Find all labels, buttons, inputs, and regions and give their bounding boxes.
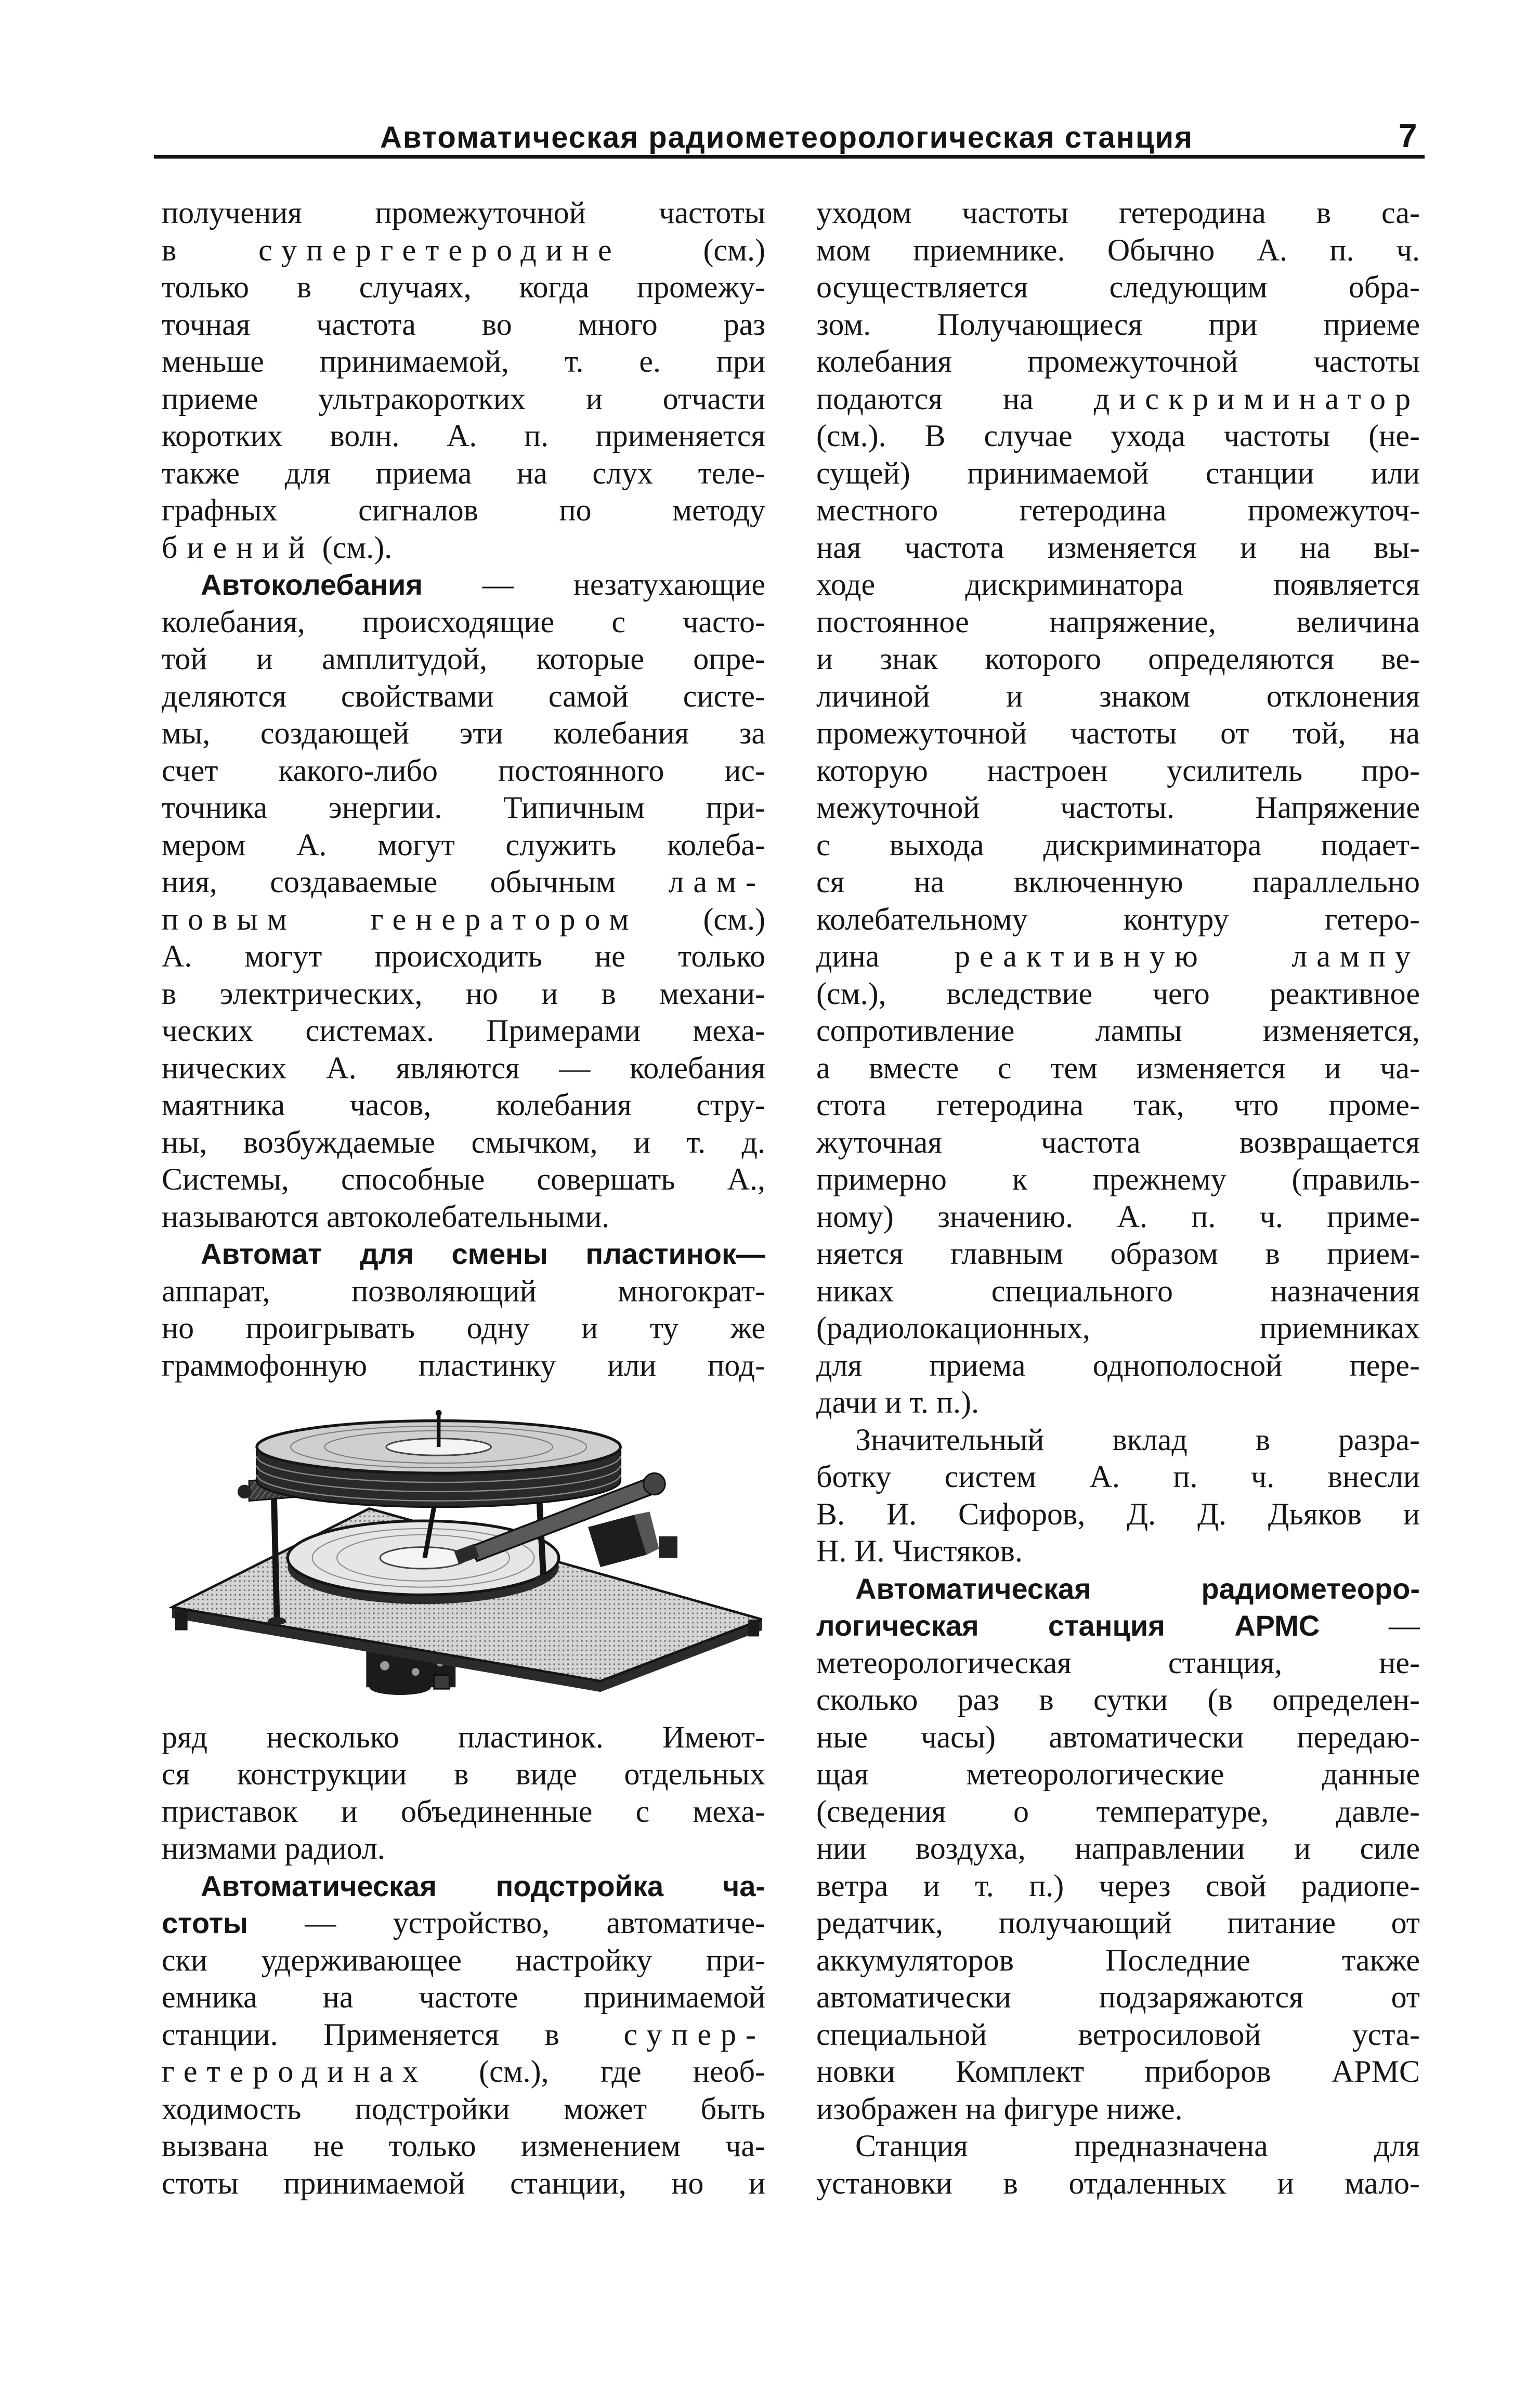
text-run: ряд несколько пластинок. Имеют- (162, 1719, 765, 1754)
text-line (816, 1756, 1420, 1793)
text-line (816, 2016, 1420, 2054)
spaced-emphasis: лам- (668, 865, 765, 899)
text-run: сущей) принимаемой станции или (816, 455, 1420, 490)
text-run: Станция предназначена для (855, 2129, 1420, 2163)
text-run: осуществляется следующим обра- (816, 270, 1420, 304)
text-run: специальной ветросиловой уста- (816, 2017, 1420, 2052)
text-line (816, 827, 1420, 864)
text-line (816, 529, 1420, 567)
paragraph (816, 1570, 1420, 2128)
text-run: ски удерживающее настройку при- (162, 1942, 765, 1977)
text-line (816, 566, 1420, 604)
headword: логическая станция АРМС (816, 1609, 1320, 1642)
text-line (816, 194, 1420, 232)
text-run: мером А. могут служить колеба- (162, 827, 765, 862)
text-line (816, 1719, 1420, 1756)
text-line (162, 1905, 765, 1942)
text-line (816, 752, 1420, 790)
text-line (162, 1942, 765, 1979)
text-line (816, 1161, 1420, 1198)
text-run: сколько раз в сутки (в определен- (816, 1682, 1420, 1717)
text-line (816, 938, 1420, 975)
text-line (162, 232, 765, 269)
text-line (162, 641, 765, 678)
text-run: дина (816, 939, 955, 973)
text-line (816, 1310, 1420, 1347)
text-run: станции. Применяется (162, 2017, 545, 2052)
text-line (816, 1645, 1420, 1682)
text-line (816, 492, 1420, 529)
text-line (816, 1979, 1420, 2016)
text-line (816, 1198, 1420, 1236)
paragraph (162, 566, 765, 1235)
text-line (162, 1310, 765, 1347)
text-line (816, 381, 1420, 418)
paragraph (162, 1235, 765, 1384)
text-run: ся на включенную параллельно (816, 865, 1420, 899)
text-run: примерно к прежнему (правиль- (816, 1162, 1420, 1196)
paragraph (162, 1868, 765, 2202)
text-line (816, 864, 1420, 901)
text-run: — устройство, автоматиче- (247, 1906, 765, 1940)
text-run: деляются свойствами самой систе- (162, 679, 765, 713)
text-line (162, 789, 765, 827)
record-changer-illustration (169, 1404, 762, 1697)
text-run: вызвана не только изменением ча- (162, 2129, 765, 2163)
text-run: уходом частоты гетеродина в са- (816, 195, 1420, 230)
text-line (162, 604, 765, 641)
text-line (816, 1607, 1420, 1645)
text-run: (см.). (314, 530, 393, 565)
text-run: называются автоколебательными. (162, 1199, 610, 1234)
text-run: А. могут происходить не только (162, 939, 765, 973)
text-line (816, 2128, 1420, 2165)
text-line (162, 975, 765, 1013)
text-run: личиной и знаком отклонения (816, 679, 1420, 713)
text-line (816, 343, 1420, 381)
paragraph (816, 2128, 1420, 2202)
text-run: меньше принимаемой, т. е. при (162, 344, 765, 379)
headword: Автоколебания (201, 568, 423, 601)
text-line (816, 418, 1420, 455)
text-line (816, 975, 1420, 1013)
text-run: (см.) (621, 232, 765, 267)
text-run: няется главным образом в прием- (816, 1236, 1420, 1271)
text-run: нии воздуха, направлении и силе (816, 1831, 1420, 1866)
text-line (162, 938, 765, 975)
text-run: но проигрывать одну и ту же (162, 1311, 765, 1345)
text-run: щая метеорологические данные (816, 1757, 1420, 1791)
text-line (162, 1868, 765, 1905)
text-line (162, 269, 765, 306)
spaced-emphasis: биений (162, 530, 315, 565)
text-line (162, 752, 765, 790)
headword: Автоматическая радиометеоро- (855, 1572, 1420, 1605)
text-line (816, 715, 1420, 752)
paragraph (816, 194, 1420, 1421)
text-run: изображен на фигуре ниже. (816, 2091, 1183, 2126)
text-run: точника энергии. Типичным при- (162, 790, 765, 825)
text-line (162, 1235, 765, 1273)
text-line (162, 1273, 765, 1310)
text-run: в электрических, но и в механи- (162, 976, 765, 1011)
text-run: стоты принимаемой станции, но и (162, 2166, 765, 2200)
text-run: ные часы) автоматически передаю- (816, 1719, 1420, 1754)
text-line (162, 678, 765, 715)
text-run: ному) значению. А. п. ч. приме- (816, 1199, 1420, 1234)
text-run: той и амплитудой, которые опре- (162, 642, 765, 676)
text-line (162, 1793, 765, 1831)
text-run: графных сигналов по методу (162, 493, 765, 527)
text-line (816, 306, 1420, 344)
text-line (816, 604, 1420, 641)
text-run: дачи и т. п.). (816, 1385, 979, 1419)
text-line (816, 2165, 1420, 2202)
text-line (816, 1830, 1420, 1868)
text-line (162, 381, 765, 418)
text-run: установки в отдаленных и мало- (816, 2166, 1420, 2200)
text-run: и знак которого определяются ве- (816, 642, 1420, 676)
text-line (162, 566, 765, 604)
text-line (816, 1421, 1420, 1459)
page-number: 7 (1399, 117, 1417, 154)
text-run: только в случаях, когда промежу- (162, 270, 765, 304)
text-line (162, 1050, 765, 1087)
text-run: счет какого-либо постоянного ис- (162, 753, 765, 788)
text-run: редатчик, получающий питание от (816, 1906, 1420, 1940)
spaced-emphasis: в супер- (544, 2017, 765, 2052)
text-line (162, 418, 765, 455)
text-line (162, 1756, 765, 1793)
text-line (816, 901, 1420, 938)
text-run: ботку систем А. п. ч. внесли (816, 1459, 1420, 1494)
text-run: в (162, 232, 259, 267)
left-column (162, 194, 765, 2202)
figure-record-changer-illustration (162, 1384, 765, 1719)
spaced-emphasis: дискриминатор (1093, 381, 1420, 416)
spaced-emphasis: повым генератором (162, 902, 638, 936)
text-line (162, 529, 765, 567)
text-run: колебательному контуру гетеро- (816, 902, 1420, 936)
text-run: а вместе с тем изменяется и ча- (816, 1050, 1420, 1085)
text-run: ся конструкции в виде отдельных (162, 1757, 765, 1791)
text-run: точная частота во много раз (162, 307, 765, 342)
text-run: ны, возбуждаемые смычком, и т. д. (162, 1125, 765, 1159)
text-run: Н. И. Чистяков. (816, 1534, 1023, 1568)
text-run: стота гетеродина так, что проме- (816, 1088, 1420, 1122)
text-run: ческих системах. Примерами меха- (162, 1013, 765, 1048)
text-run: маятника часов, колебания стру- (162, 1088, 765, 1122)
text-run: автоматически подзаряжаются от (816, 1980, 1420, 2014)
text-line (162, 1161, 765, 1198)
text-line (162, 1979, 765, 2016)
running-header-title: Автоматическая радиометеорологическая станция (380, 121, 1193, 154)
text-run: низмами радиол. (162, 1831, 385, 1866)
text-line (816, 1942, 1420, 1979)
text-line (816, 1124, 1420, 1162)
text-line (162, 1719, 765, 1756)
text-run: колебания, происходящие с часто- (162, 604, 765, 639)
text-run: промежуточной частоты от той, на (816, 716, 1420, 750)
text-run: (см.) (638, 902, 765, 936)
text-line (816, 1570, 1420, 1608)
header-rule (154, 155, 1425, 159)
text-line (162, 715, 765, 752)
text-run: никах специального назначения (816, 1273, 1420, 1308)
headword: Автомат для смены пластинок— (201, 1237, 765, 1270)
text-run: постоянное напряжение, величина (816, 604, 1420, 639)
spaced-emphasis: супергетеродине (258, 232, 621, 267)
text-run: мы, создающей эти колебания за (162, 716, 765, 750)
text-line (162, 1347, 765, 1385)
text-run: приставок и объединенные с меха- (162, 1794, 765, 1829)
text-run: мом приемнике. Обычно А. п. ч. (816, 232, 1420, 267)
text-run: — (1320, 1608, 1420, 1642)
text-run: ходе дискриминатора появляется (816, 567, 1420, 602)
text-line (162, 1198, 765, 1236)
text-line (816, 1384, 1420, 1421)
text-line (816, 1458, 1420, 1496)
headword: Автоматическая подстройка ча- (201, 1869, 765, 1902)
text-run: Значительный вклад в разра- (855, 1422, 1420, 1457)
text-run: граммофонную пластинку или под- (162, 1348, 765, 1382)
text-line (816, 1793, 1420, 1831)
text-line (816, 1087, 1420, 1124)
text-line (816, 1496, 1420, 1533)
paragraph (816, 1421, 1420, 1570)
text-line (816, 232, 1420, 269)
text-run: для приема однополосной пере- (816, 1348, 1420, 1382)
text-line (816, 1681, 1420, 1719)
text-line (162, 2053, 765, 2091)
text-line (162, 1087, 765, 1124)
text-line (162, 306, 765, 344)
text-line (162, 1830, 765, 1868)
text-run: получения промежуточной частоты (162, 195, 765, 230)
text-run: (радиолокационных, приемниках (816, 1311, 1420, 1345)
text-run: сопротивление лампы изменяется, (816, 1013, 1420, 1048)
text-run: ная частота изменяется и на вы- (816, 530, 1420, 565)
text-run: с выхода дискриминатора подает- (816, 827, 1420, 862)
text-line (816, 678, 1420, 715)
text-run: жуточная частота возвращается (816, 1125, 1420, 1159)
text-line (162, 2165, 765, 2202)
headword: стоты (162, 1907, 248, 1939)
text-run: (сведения о температуре, давле- (816, 1794, 1420, 1829)
text-line (162, 864, 765, 901)
right-column (816, 194, 1420, 2202)
text-run: аппарат, позволяющий многократ- (162, 1273, 765, 1308)
text-line (816, 789, 1420, 827)
text-run: зом. Получающиеся при приеме (816, 307, 1420, 342)
text-line (816, 455, 1420, 492)
text-line (816, 641, 1420, 678)
text-line (162, 2091, 765, 2128)
text-run: также для приема на слух теле- (162, 455, 765, 490)
text-run: колебания промежуточной частоты (816, 344, 1420, 379)
text-line (816, 1235, 1420, 1273)
text-run: (см.), где необ- (427, 2054, 765, 2089)
spaced-emphasis: гетеродинах (162, 2054, 427, 2089)
text-run: емника на частоте принимаемой (162, 1980, 765, 2014)
text-run: межуточной частоты. Напряжение (816, 790, 1420, 825)
text-line (816, 1347, 1420, 1385)
text-line (162, 492, 765, 529)
paragraph (162, 1719, 765, 1868)
text-line (816, 1012, 1420, 1050)
text-line (816, 2053, 1420, 2091)
text-run: приеме ультракоротких и отчасти (162, 381, 765, 416)
text-run: коротких волн. А. п. применяется (162, 419, 765, 453)
text-line (162, 2016, 765, 2054)
text-run: — незатухающие (423, 567, 765, 602)
text-line (162, 343, 765, 381)
text-run: подаются на (816, 381, 1094, 416)
text-line (162, 1012, 765, 1050)
text-line (816, 1273, 1420, 1310)
text-line (816, 1905, 1420, 1942)
text-line (816, 269, 1420, 306)
text-line (162, 194, 765, 232)
text-run: которую настроен усилитель про- (816, 753, 1420, 788)
text-run: (см.), вследствие чего реактивное (816, 976, 1420, 1011)
text-line (162, 827, 765, 864)
text-run: (см.). В случае ухода частоты (не- (816, 419, 1420, 453)
text-line (816, 1868, 1420, 1905)
text-run: нических А. являются — колебания (162, 1050, 765, 1085)
text-line (162, 1124, 765, 1162)
text-run: метеорологическая станция, не- (816, 1645, 1420, 1680)
text-line (816, 1050, 1420, 1087)
text-line (816, 2091, 1420, 2128)
text-run: ния, создаваемые обычным (162, 865, 669, 899)
paragraph (162, 194, 765, 566)
text-run: В. И. Сифоров, Д. Д. Дьяков и (816, 1496, 1420, 1531)
text-line (816, 1533, 1420, 1570)
text-line (162, 2128, 765, 2165)
spaced-emphasis: реактивную лампу (954, 939, 1420, 973)
text-run: ходимость подстройки может быть (162, 2091, 765, 2126)
text-run: Системы, способные совершать А., (162, 1162, 765, 1196)
text-run: ветра и т. п.) через свой радиопе- (816, 1868, 1420, 1903)
text-line (162, 455, 765, 492)
text-line (162, 901, 765, 938)
text-run: аккумуляторов Последние также (816, 1942, 1420, 1977)
text-run: новки Комплект приборов АРМС (816, 2054, 1420, 2089)
text-run: местного гетеродина промежуточ- (816, 493, 1420, 527)
